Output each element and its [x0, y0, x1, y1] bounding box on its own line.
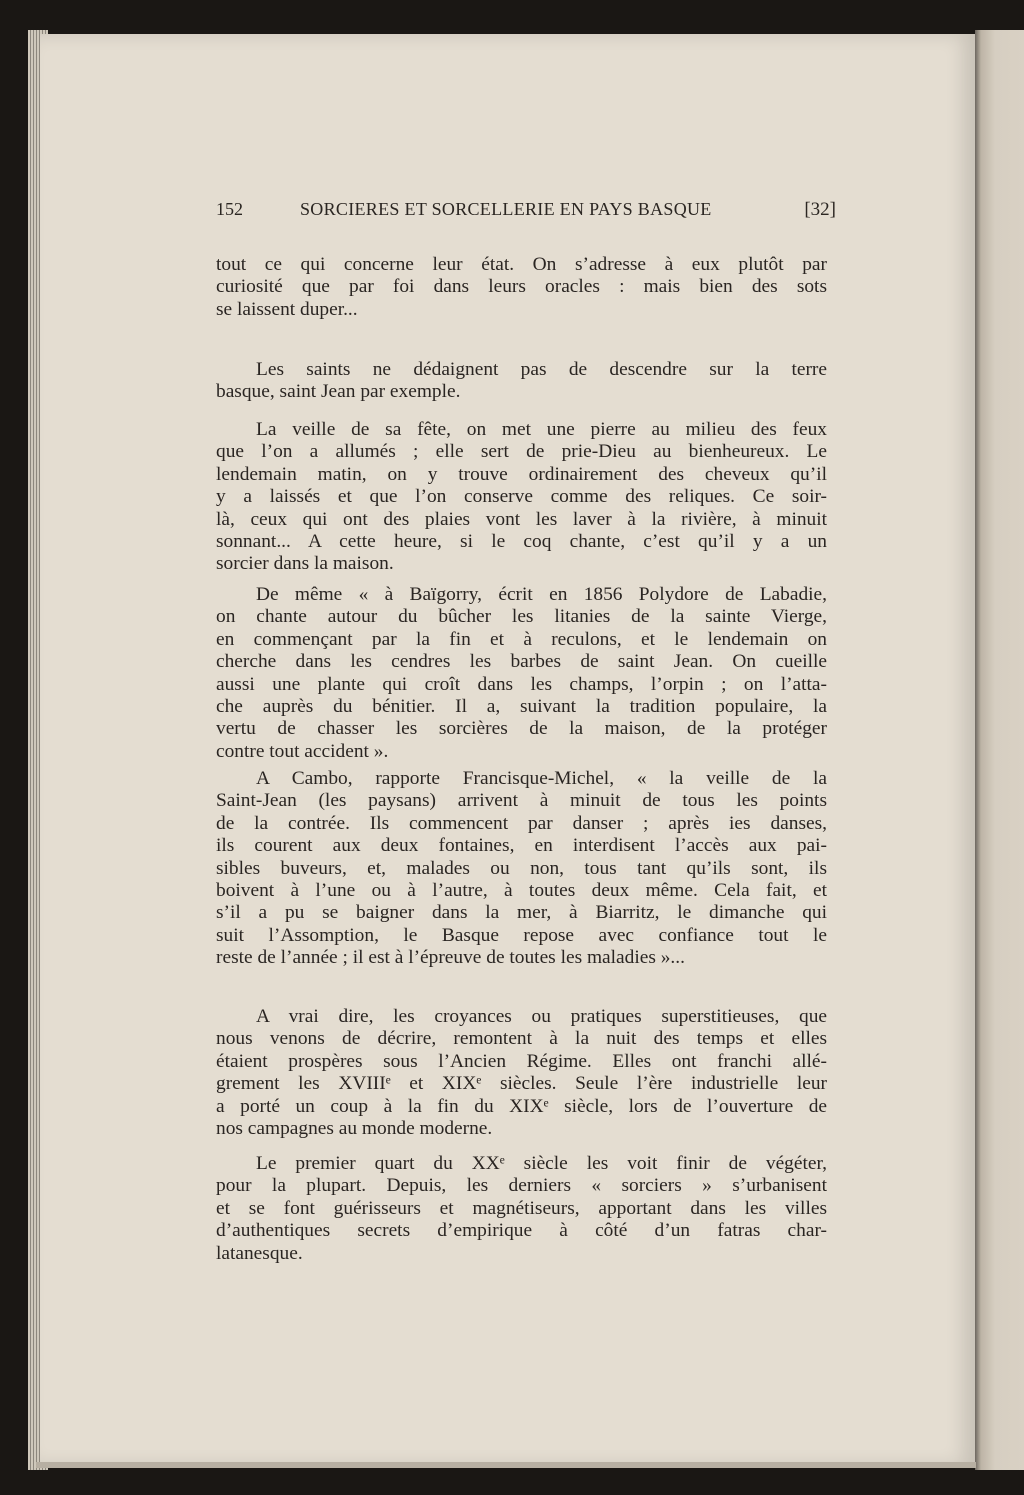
text-line: là, ceux qui ont des plaies vont les laver à la rivière, à minuit — [216, 508, 827, 530]
paragraph — [216, 768, 827, 970]
paragraph — [216, 1153, 827, 1265]
text-line: Saint-Jean (les paysans) arrivent à minuit de tous les points — [216, 790, 827, 812]
text-line: cherche dans les cendres les barbes de saint Jean. On cueille — [216, 651, 827, 673]
section-number: [32] — [804, 199, 836, 220]
text-line: aussi une plante qui croît dans les champs, l’orpin ; on l’atta- — [216, 673, 827, 695]
text-line: et se font guérisseurs et magnétiseurs, apportant dans les villes — [216, 1197, 827, 1219]
text-line: sibles buveurs, et, malades ou non, tous tant qu’ils sont, ils — [216, 857, 827, 879]
text-line: che auprès du bénitier. Il a, suivant la tradition populaire, la — [216, 695, 827, 717]
text-line: étaient prospères sous l’Ancien Régime. Elles ont franchi allé- — [216, 1050, 827, 1072]
text-line: sonnant... A cette heure, si le coq chante, c’est qu’il y a un — [216, 530, 827, 552]
text-line: vertu de chasser les sorcières de la maison, de la protéger — [216, 718, 827, 740]
text-line: s’il a pu se baigner dans la mer, à Biarritz, le dimanche qui — [216, 902, 827, 924]
page-bottom-edge — [36, 1462, 976, 1468]
running-header — [216, 199, 836, 225]
text-line: contre tout accident ». — [216, 740, 389, 762]
text-line: ils courent aux deux fontaines, en interdisent l’accès aux pai- — [216, 835, 827, 857]
paragraph — [216, 419, 827, 576]
text-line: grement les XVIIIᵉ et XIXᵉ siècles. Seule l’ère industrielle leur — [216, 1073, 827, 1095]
text-line: A vrai dire, les croyances ou pratiques superstitieuses, que — [256, 1006, 827, 1027]
text-line: pour la plupart. Depuis, les derniers « sorciers » s’urbanisent — [216, 1175, 827, 1197]
text-line: y a laissés et que l’on conserve comme des reliques. Ce soir- — [216, 486, 827, 508]
text-line: lendemain matin, on y trouve ordinairement des cheveux qu’il — [216, 463, 827, 485]
facing-page-edge — [975, 30, 1024, 1470]
text-line: tout ce qui concerne leur état. On s’adresse à eux plutôt par — [216, 254, 827, 275]
paragraph — [216, 359, 827, 404]
text-line: boivent à l’une ou à l’autre, à toutes deux même. Cela fait, et — [216, 879, 827, 901]
paragraph — [216, 1006, 827, 1140]
text-line: A Cambo, rapporte Francisque-Michel, « la veille de la — [256, 768, 827, 789]
text-line: se laissent duper... — [216, 298, 358, 320]
text-line: latanesque. — [216, 1242, 303, 1264]
text-line: Le premier quart du XXᵉ siècle les voit finir de végéter, — [256, 1153, 827, 1174]
text-line: Les saints ne dédaignent pas de descendre sur la terre — [256, 359, 827, 380]
text-line: suit l’Assomption, le Basque repose avec confiance tout le — [216, 924, 827, 946]
text-line: La veille de sa fête, on met une pierre au milieu des feux — [256, 419, 827, 440]
text-line: curiosité que par foi dans leurs oracles : mais bien des sots — [216, 276, 827, 298]
text-line: De même « à Baïgorry, écrit en 1856 Polydore de Labadie, — [256, 584, 827, 605]
paragraph — [216, 254, 827, 321]
text-line: que l’on a allumés ; elle sert de prie-Dieu au bienheureux. Le — [216, 441, 827, 463]
text-line: d’authentiques secrets d’empirique à côté d’un fatras char- — [216, 1220, 827, 1242]
text-line: basque, saint Jean par exemple. — [216, 381, 461, 403]
text-line: nous venons de décrire, remontent à la nuit des temps et elles — [216, 1028, 827, 1050]
text-line: de la contrée. Ils commencent par danser ; après ies danses, — [216, 812, 827, 834]
running-title: SORCIERES ET SORCELLERIE EN PAYS BASQUE — [300, 199, 712, 219]
text-line: nos campagnes au monde moderne. — [216, 1117, 493, 1139]
text-line: sorcier dans la maison. — [216, 553, 394, 575]
text-line: on chante autour du bûcher les litanies de la sainte Vierge, — [216, 606, 827, 628]
page-number: 152 — [216, 199, 243, 219]
text-line: reste de l’année ; il est à l’épreuve de toutes les maladies »... — [216, 947, 685, 969]
text-line: a porté un coup à la fin du XIXᵉ siècle, lors de l’ouverture de — [216, 1095, 827, 1117]
paragraph — [216, 584, 827, 763]
text-line: en commençant par la fin et à reculons, et le lendemain on — [216, 628, 827, 650]
